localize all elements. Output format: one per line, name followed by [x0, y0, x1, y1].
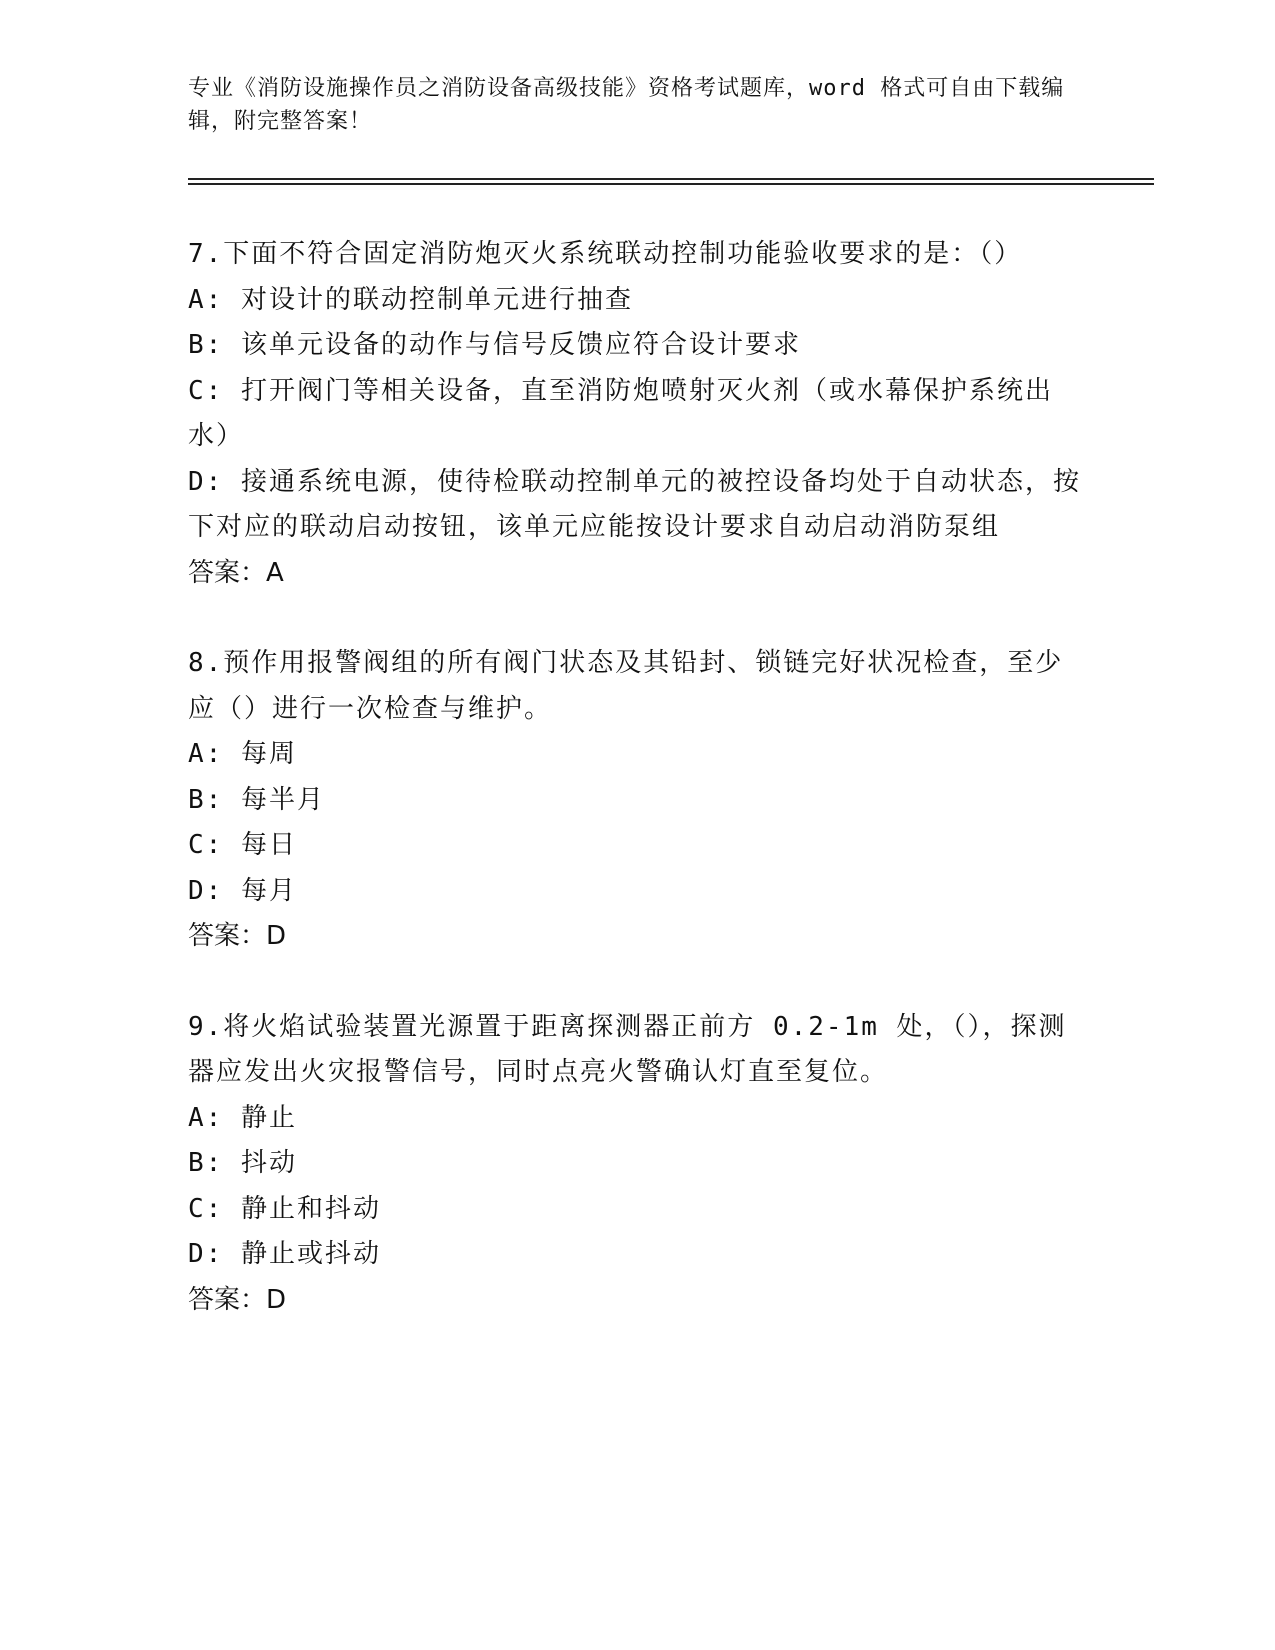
question-list — [188, 232, 1088, 1323]
question-text: 8.预作用报警阀组的所有阀门状态及其铅封、锁链完好状况检查，至少应（）进行一次检查与维护。 — [188, 648, 1064, 724]
question-item — [188, 1005, 1088, 1324]
option-b: B: 每半月 — [188, 784, 325, 815]
header-divider-thick — [188, 178, 1154, 180]
header-divider-thin — [188, 183, 1154, 185]
option-d: D: 静止或抖动 — [188, 1239, 381, 1269]
question-item — [188, 641, 1088, 960]
question-text: 9.将火焰试验装置光源置于距离探测器正前方 0.2-1m 处，（），探测器应发出火灾报警信号，同时点亮火警确认灯直至复位。 — [188, 1011, 1067, 1087]
question-item — [188, 232, 1088, 596]
document-header: 专业《消防设施操作员之消防设备高级技能》资格考试题库，word 格式可自由下载编辑，附完整答案！ — [188, 76, 1065, 134]
option-c: C: 打开阀门等相关设备，直至消防炮喷射灭火剂（或水幕保护系统出水） — [188, 375, 1053, 451]
question-text: 7.下面不符合固定消防炮灭火系统联动控制功能验收要求的是：（） — [188, 239, 1023, 269]
option-a: A: 对设计的联动控制单元进行抽查 — [188, 284, 633, 315]
option-d: D: 接通系统电源，使待检联动控制单元的被控设备均处于自动状态，按下对应的联动启动按钮，该单元应能按设计要求自动启动消防泵组 — [188, 466, 1081, 542]
option-b: B: 该单元设备的动作与信号反馈应符合设计要求 — [188, 330, 801, 360]
answer-text: 答案：D — [188, 1284, 287, 1315]
option-c: C: 每日 — [188, 830, 297, 860]
option-b: B: 抖动 — [188, 1148, 297, 1178]
option-a: A: 静止 — [188, 1102, 297, 1133]
option-a: A: 每周 — [188, 739, 297, 769]
answer-text: 答案：A — [188, 557, 284, 588]
option-c: C: 静止和抖动 — [188, 1193, 381, 1224]
answer-text: 答案：D — [188, 921, 287, 951]
option-d: D: 每月 — [188, 875, 297, 906]
